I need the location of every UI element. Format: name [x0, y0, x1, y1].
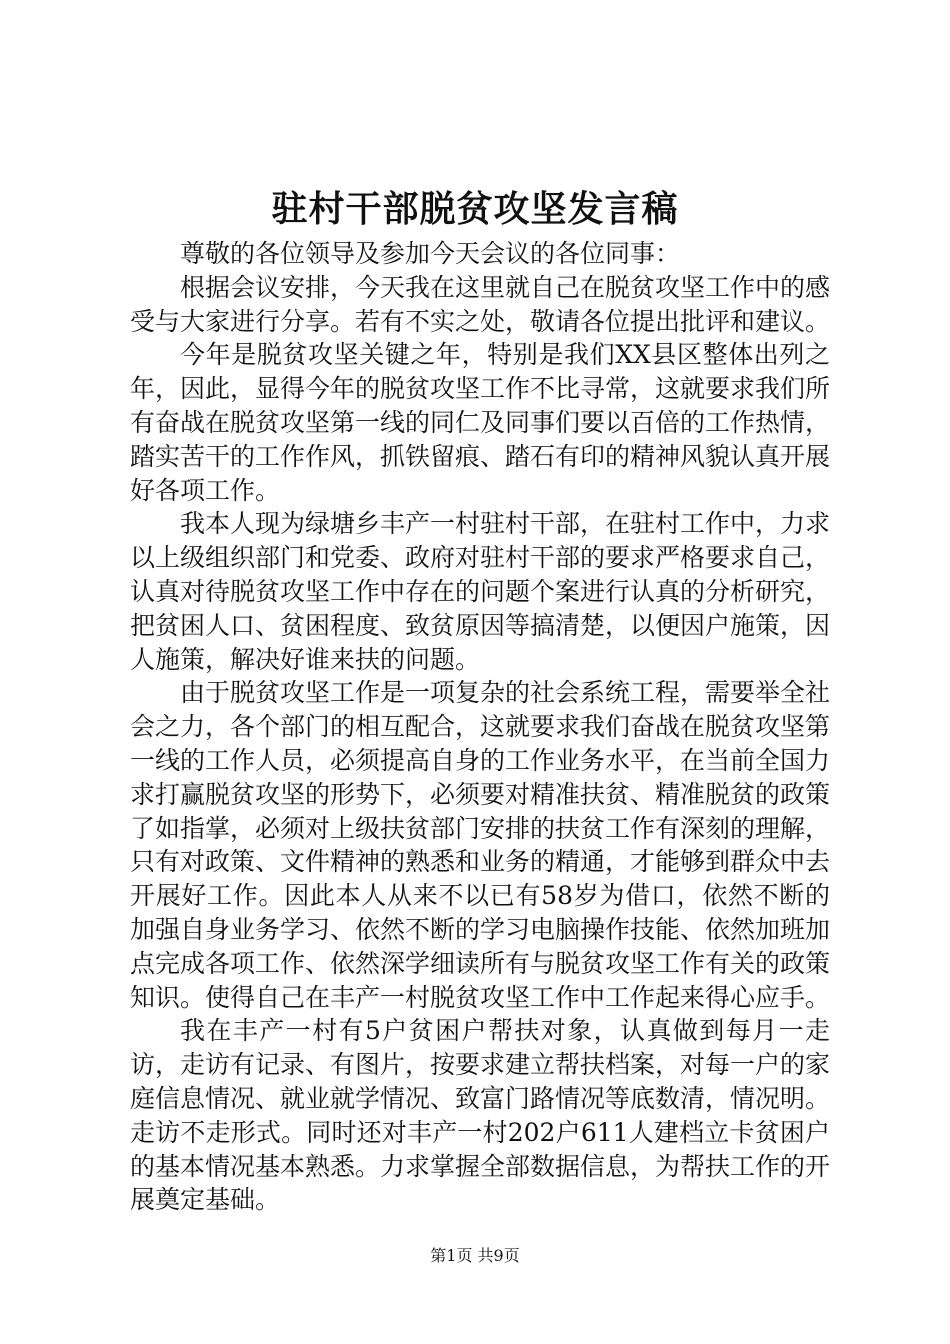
document-title: 驻村干部脱贫攻坚发言稿 [271, 188, 679, 230]
body-paragraph: 由于脱贫攻坚工作是一项复杂的社会系统工程，需要举全社会之力，各个部门的相互配合，这就要求我们奋战在脱贫攻坚第一线的工作人员，必须提高自身的工作业务水平，在当前全国力求打赢脱贫攻坚的形势下，必须要对精准扶贫、精准脱贫的政策了如指掌，必须对上级扶贫部门安排的扶贫工作有深刻的理解，只有对政策、文件精神的熟悉和业务的精通，才能够到群众中去开展好工作。因此本人从来不以已有58岁为借口，依然不断的加强自身业务学习、依然不断的学习电脑操作技能、依然加班加点完成各项工作、依然深学细读所有与脱贫攻坚工作有关的政策知识。使得自己在丰产一村脱贫攻坚工作中工作起来得心应手。 [130, 678, 831, 1012]
body-paragraph: 我本人现为绿塘乡丰产一村驻村干部，在驻村工作中，力求以上级组织部门和党委、政府对驻村干部的要求严格要求自己，认真对待脱贫攻坚工作中存在的问题个案进行认真的分析研究，把贫困人口、贫困程度、致贫原因等搞清楚，以便因户施策，因人施策，解决好谁来扶的问题。 [130, 509, 831, 674]
body-paragraph: 今年是脱贫攻坚关键之年，特别是我们XX县区整体出列之年，因此，显得今年的脱贫攻坚工作不比寻常，这就要求我们所有奋战在脱贫攻坚第一线的同仁及同事们要以百倍的工作热情，踏实苦干的工作作风，抓铁留痕、踏石有印的精神风貌认真开展好各项工作。 [130, 340, 831, 505]
salutation-paragraph: 尊敬的各位领导及参加今天会议的各位同事： [180, 239, 681, 268]
document-body [130, 237, 830, 1217]
body-paragraph: 根据会议安排，今天我在这里就自己在脱贫攻坚工作中的感受与大家进行分享。若有不实之处，敬请各位提出批评和建议。 [130, 272, 831, 336]
body-paragraph: 我在丰产一村有5户贫困户帮扶对象，认真做到每月一走访，走访有记录、有图片，按要求建立帮扶档案，对每一户的家庭信息情况、就业就学情况、致富门路情况等底数清，情况明。走访不走形式。同时还对丰产一村202户611人建档立卡贫困户的基本情况基本熟悉。力求掌握全部数据信息，为帮扶工作的开展奠定基础。 [130, 1016, 831, 1215]
page-number-footer: 第1页 共9页 [430, 1246, 520, 1265]
